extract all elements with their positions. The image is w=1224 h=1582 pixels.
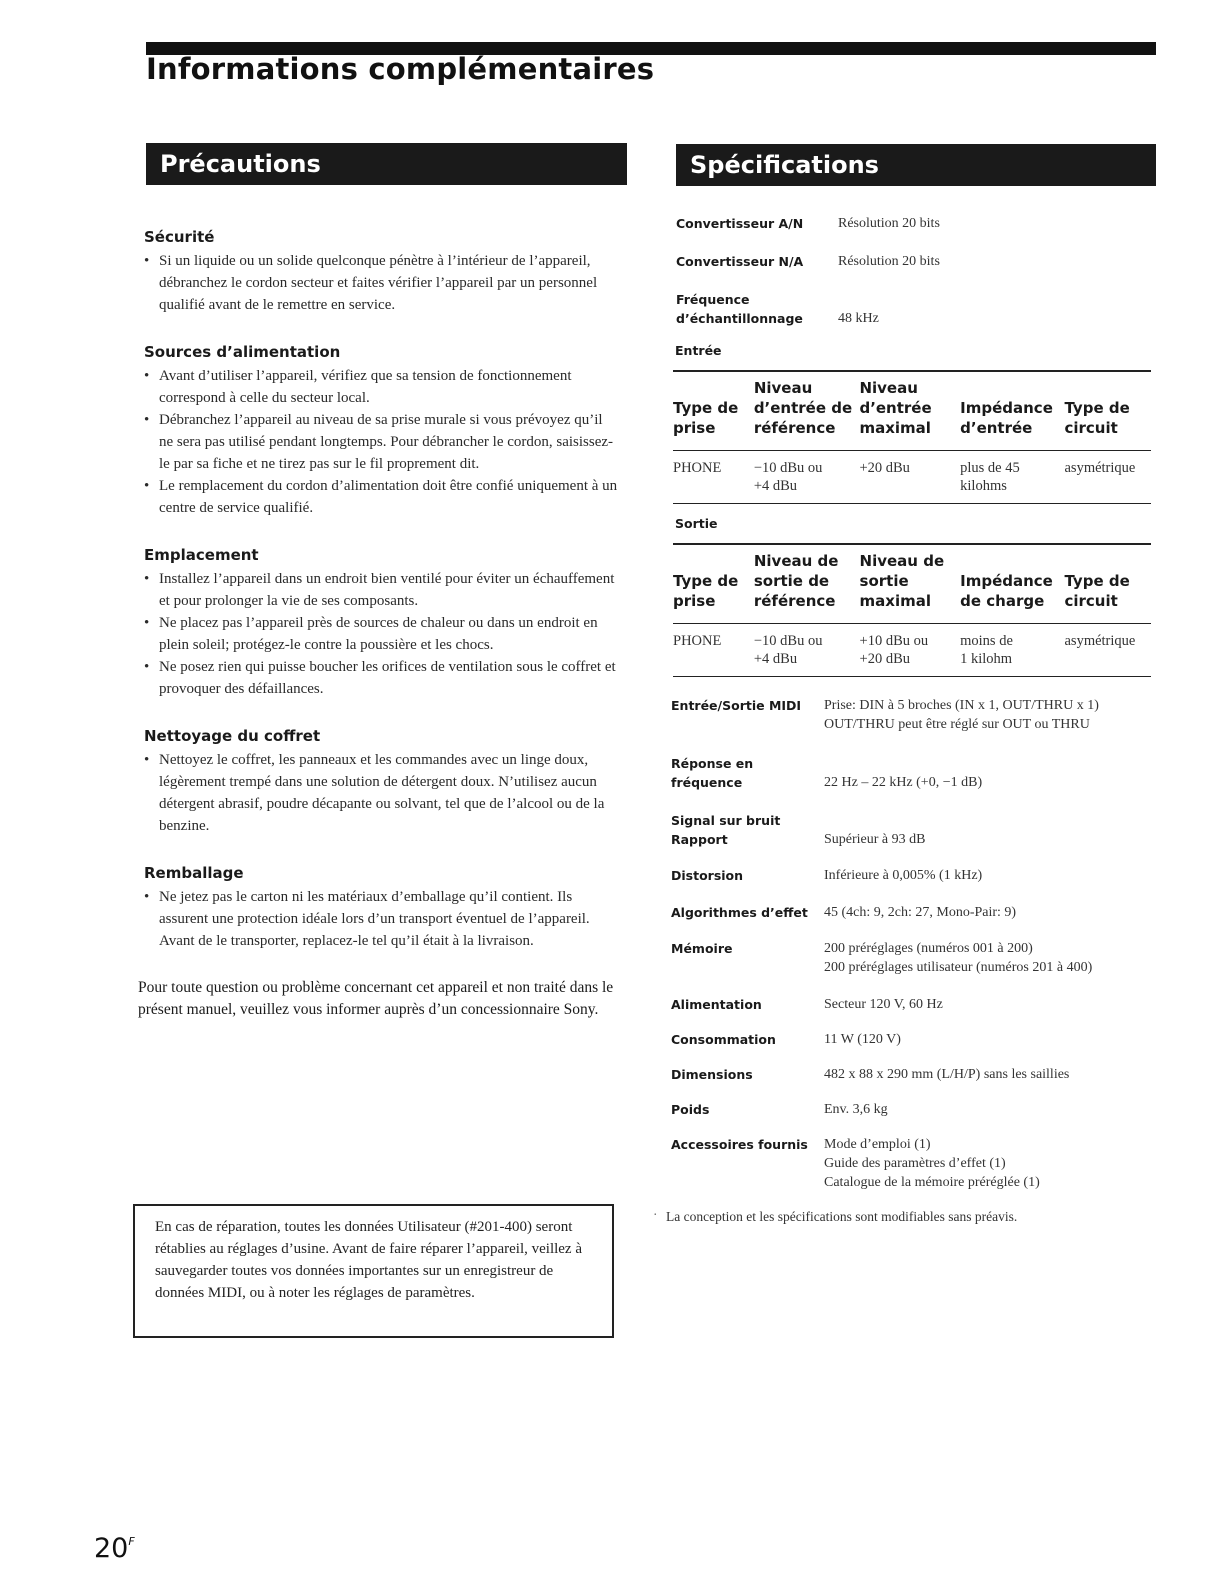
bullet-item: • Ne placez pas l’appareil près de sources de chaleur ou dans un endroit en plein soleil; protégez-le contre la poussière et les chocs. [138,612,620,656]
column-header-line: circuit [1064,592,1118,610]
spec-label [666,252,838,271]
column-header-line: d’entrée de [753,399,853,417]
spec-label-line: Convertisseur A/N [676,216,804,231]
table-cell-line: plus de 45 [960,460,1020,476]
bullet-item: • Installez l’appareil dans un endroit bien ventilé pour éviter un échauffement et pour prolonger la vie de ses composants. [138,568,620,612]
specifications-column [666,214,1156,1192]
table-cell [754,451,860,504]
spec-label-line: Algorithmes d’effet [671,905,808,920]
column-header-line: maximal [859,592,931,610]
specifications-header: Spécifications [676,144,1156,186]
column-header-line: référence [753,419,836,437]
spec-label [666,290,838,328]
spec-label [666,214,838,233]
spec-label [666,1135,824,1154]
spec-label-line: Alimentation [671,997,762,1012]
spec-value-line: 45 (4ch: 9, 2ch: 27, Mono-Pair: 9) [824,905,1017,920]
table-cell-line: asymétrique [1064,460,1136,476]
table-cell-line: 1 kilohm [960,651,1013,667]
spec-label [666,1065,824,1084]
spec-value-line: 11 W (120 V) [824,1032,901,1047]
bullet-list [138,749,620,837]
precaution-section [138,862,620,952]
table-cell-line: −10 dBu ou [753,460,823,476]
spec-row [666,214,1156,233]
table-cell-line: +20 dBu [859,460,910,476]
spec-value-line: Guide des paramètres d’effet (1) [824,1156,1006,1171]
table-row [673,624,1151,677]
spec-row [666,811,1156,849]
spec-row [666,1065,1156,1084]
table-cell-line: +10 dBu ou [859,633,929,649]
precautions-header: Précautions [146,143,627,185]
bullet-item: • Avant d’utiliser l’appareil, vérifiez que sa tension de fonctionnement correspond à celle du secteur local. [138,365,620,409]
spec-value-line: 48 kHz [838,311,879,326]
page-title: Informations complémentaires [146,52,655,86]
spec-value-line: 22 Hz – 22 kHz (+0, −1 dB) [824,775,983,790]
spec-label-line: Distorsion [671,868,744,883]
table-caption: Entrée [675,343,722,358]
spec-value-line: Prise: DIN à 5 broches (IN x 1, OUT/THRU x 1) [824,698,1099,713]
bullet-item: • Ne posez rien qui puisse boucher les orifices de ventilation sous le coffret et provoquer des défaillances. [138,656,620,700]
table-cell [960,451,1064,504]
column-header-line: prise [673,419,716,437]
spec-value [824,1135,1040,1192]
section-heading: Nettoyage du coffret [144,727,321,745]
column-header-line: Impédance [960,572,1053,590]
column-header-line: Type de [673,572,739,590]
spec-value [838,309,879,328]
bullet-item: • Nettoyez le coffret, les panneaux et les commandes avec un linge doux, légèrement trempé dans une solution de détergent doux. N’utilisez aucun détergent abrasif, poudre décapante ou solvant, tel que de l’alcool ou de la benzine. [138,749,620,837]
bullet-item: • Si un liquide ou un solide quelconque pénètre à l’intérieur de l’appareil, débranchez le cordon secteur et faites vérifier l’appareil par un personnel qualifié avant de le remettre en service. [138,250,620,316]
bullet-list [138,568,620,700]
column-header-line: Niveau de [753,552,839,570]
page-number-value: 20 [94,1533,129,1564]
spec-label-line: d’échantillonnage [676,311,803,326]
table-cell [1064,451,1151,504]
spec-row [666,995,1156,1014]
column-header [1064,544,1151,624]
spec-label-line: Convertisseur N/A [676,254,804,269]
table-cell-line: PHONE [673,633,722,649]
spec-row [666,1030,1156,1049]
spec-value [824,903,1016,922]
spec-value [824,1030,901,1049]
column-header [754,544,860,624]
table-cell-line: PHONE [673,460,722,476]
column-header-line: Niveau [859,379,918,397]
spec-label [666,696,824,715]
spec-label [666,811,824,849]
table-cell [1064,624,1151,677]
table-cell [754,624,860,677]
column-header-line: sortie de [753,572,830,590]
spec-value [824,995,943,1014]
column-header [960,371,1064,451]
bullet-item: • Le remplacement du cordon d’alimentation doit être confié uniquement à un centre de service qualifié. [138,475,620,519]
section-heading: Emplacement [144,546,259,564]
spec-row [666,696,1156,734]
table-cell-line: +20 dBu [859,651,911,667]
table-cell [860,624,961,677]
spec-row [666,939,1156,977]
spec-value-line: 200 préréglages (numéros 001 à 200) [824,941,1033,956]
spec-value [824,830,925,849]
spec-value-line: Env. 3,6 kg [824,1102,888,1117]
column-header-line: Niveau de [859,552,945,570]
spec-row [666,903,1156,922]
section-heading: Remballage [144,864,244,882]
repair-notice-text: En cas de réparation, toutes les données Utilisateur (#201-400) seront rétablies au réglages d’usine. Avant de faire réparer l’appareil, veillez à sauvegarder toutes vos données importantes sur un enregistreur de données MIDI, ou à noter les réglages de paramètres. [155,1219,583,1301]
spec-label-line: Fréquence [676,292,750,307]
precautions-column [138,226,620,1021]
column-header-line: prise [673,592,716,610]
spec-value [824,773,982,792]
table-cell-line: moins de [960,633,1013,649]
spec-value [824,696,1099,734]
bullet-list [138,365,620,519]
column-header [960,544,1064,624]
bullet-list [138,250,620,316]
precaution-section [138,341,620,519]
table-cell [673,451,754,504]
column-header [673,544,754,624]
spec-value-line: Secteur 120 V, 60 Hz [824,997,943,1012]
spec-value [824,1100,888,1119]
column-header [673,371,754,451]
section-heading: Sources d’alimentation [144,343,341,361]
spec-label-line: Poids [671,1102,710,1117]
spec-label [666,903,824,922]
bullet-item: • Ne jetez pas le carton ni les matériaux d’emballage qu’il contient. Ils assurent une protection idéale lors d’un transport éventuel de l’appareil. Avant de le transporter, replacez-le tel qu’il était à la livraison. [138,886,620,952]
table-cell-line: +4 dBu [753,478,798,494]
spec-value-line: Catalogue de la mémoire préréglée (1) [824,1175,1040,1190]
column-header [860,544,961,624]
spec-label-line: Accessoires fournis [671,1137,808,1152]
table-cell-line: −10 dBu ou [753,633,823,649]
table-cell-line: asymétrique [1064,633,1136,649]
spec-row [666,252,1156,271]
table-cell-line: kilohms [960,478,1007,494]
spec-value-line: 482 x 88 x 290 mm (L/H/P) sans les saillies [824,1067,1070,1082]
spec-value-line: Résolution 20 bits [838,216,940,231]
spec-value-line: Inférieure à 0,005% (1 kHz) [824,868,983,883]
column-header-line: Type de [673,399,739,417]
spec-row [666,1100,1156,1119]
spec-label-line: Signal sur bruit [671,813,781,828]
spec-value [824,866,982,885]
column-header-line: circuit [1064,419,1118,437]
spec-label-line: Mémoire [671,941,733,956]
table-cell-line: +4 dBu [753,651,798,667]
spec-label-line: Entrée/Sortie MIDI [671,698,802,713]
repair-notice-box [133,1204,614,1338]
spec-label [666,1100,824,1119]
spec-value [838,252,940,271]
precaution-section [138,226,620,316]
column-header-line: sortie [859,572,909,590]
spec-label [666,995,824,1014]
column-header [754,371,860,451]
spec-row [666,1135,1156,1192]
spec-value [838,214,940,233]
column-header-line: de charge [960,592,1045,610]
column-header-line: Niveau [753,379,813,397]
closing-paragraph: Pour toute question ou problème concernant cet appareil et non traité dans le présent manuel, veuillez vous informer auprès d’un concessionnaire Sony. [138,979,614,1018]
spec-value-line: OUT/THRU peut être réglé sur OUT ou THRU [824,717,1090,732]
column-header-line: d’entrée [960,419,1033,437]
table-cell [859,451,960,504]
spec-label [666,866,824,885]
page-language-suffix: F [128,1535,135,1548]
spec-label-line: Rapport [671,832,728,847]
spec-label-line: Dimensions [671,1067,753,1082]
spec-value-line: Supérieur à 93 dB [824,832,926,847]
spec-row [666,754,1156,792]
spec-value-line: Mode d’emploi (1) [824,1137,931,1152]
precaution-section [138,544,620,700]
column-header-line: référence [753,592,836,610]
column-header-line: Type de [1064,572,1130,590]
spec-value-line: Résolution 20 bits [838,254,940,269]
column-header-line: d’entrée [859,399,932,417]
precaution-section [138,725,620,837]
spec-row [666,866,1156,885]
column-header-line: Impédance [960,399,1053,417]
column-header-line: maximal [859,419,931,437]
column-header [1064,371,1151,451]
spec-label [666,1030,824,1049]
column-header-line: Type de [1064,399,1130,417]
section-heading: Sécurité [144,228,215,246]
page-number [94,1533,135,1564]
table-row [673,451,1151,504]
spec-value-line: 200 préréglages utilisateur (numéros 201 à 400) [824,960,1093,975]
spec-label-line: Réponse en fréquence [671,756,754,790]
spec-label [666,939,824,958]
input-table [673,370,1151,504]
bullet-list [138,886,620,952]
spec-label [666,754,824,792]
table-cell [673,624,754,677]
column-header [859,371,960,451]
spec-value [824,939,1092,977]
output-table [673,543,1151,677]
table-caption: Sortie [675,516,718,531]
spec-label-line: Consommation [671,1032,776,1047]
spec-value [824,1065,1069,1084]
spec-row [666,290,1156,328]
table-cell [960,624,1064,677]
specifications-footnote: · La conception et les spécifications sont modifiables sans préavis. [666,1209,1017,1225]
bullet-item: • Débranchez l’appareil au niveau de sa prise murale si vous prévoyez qu’il ne sera pas utilisé pendant longtemps. Pour débrancher le cordon, saisissez-le par sa fiche et ne tirez pas sur le fil proprement dit. [138,409,620,475]
